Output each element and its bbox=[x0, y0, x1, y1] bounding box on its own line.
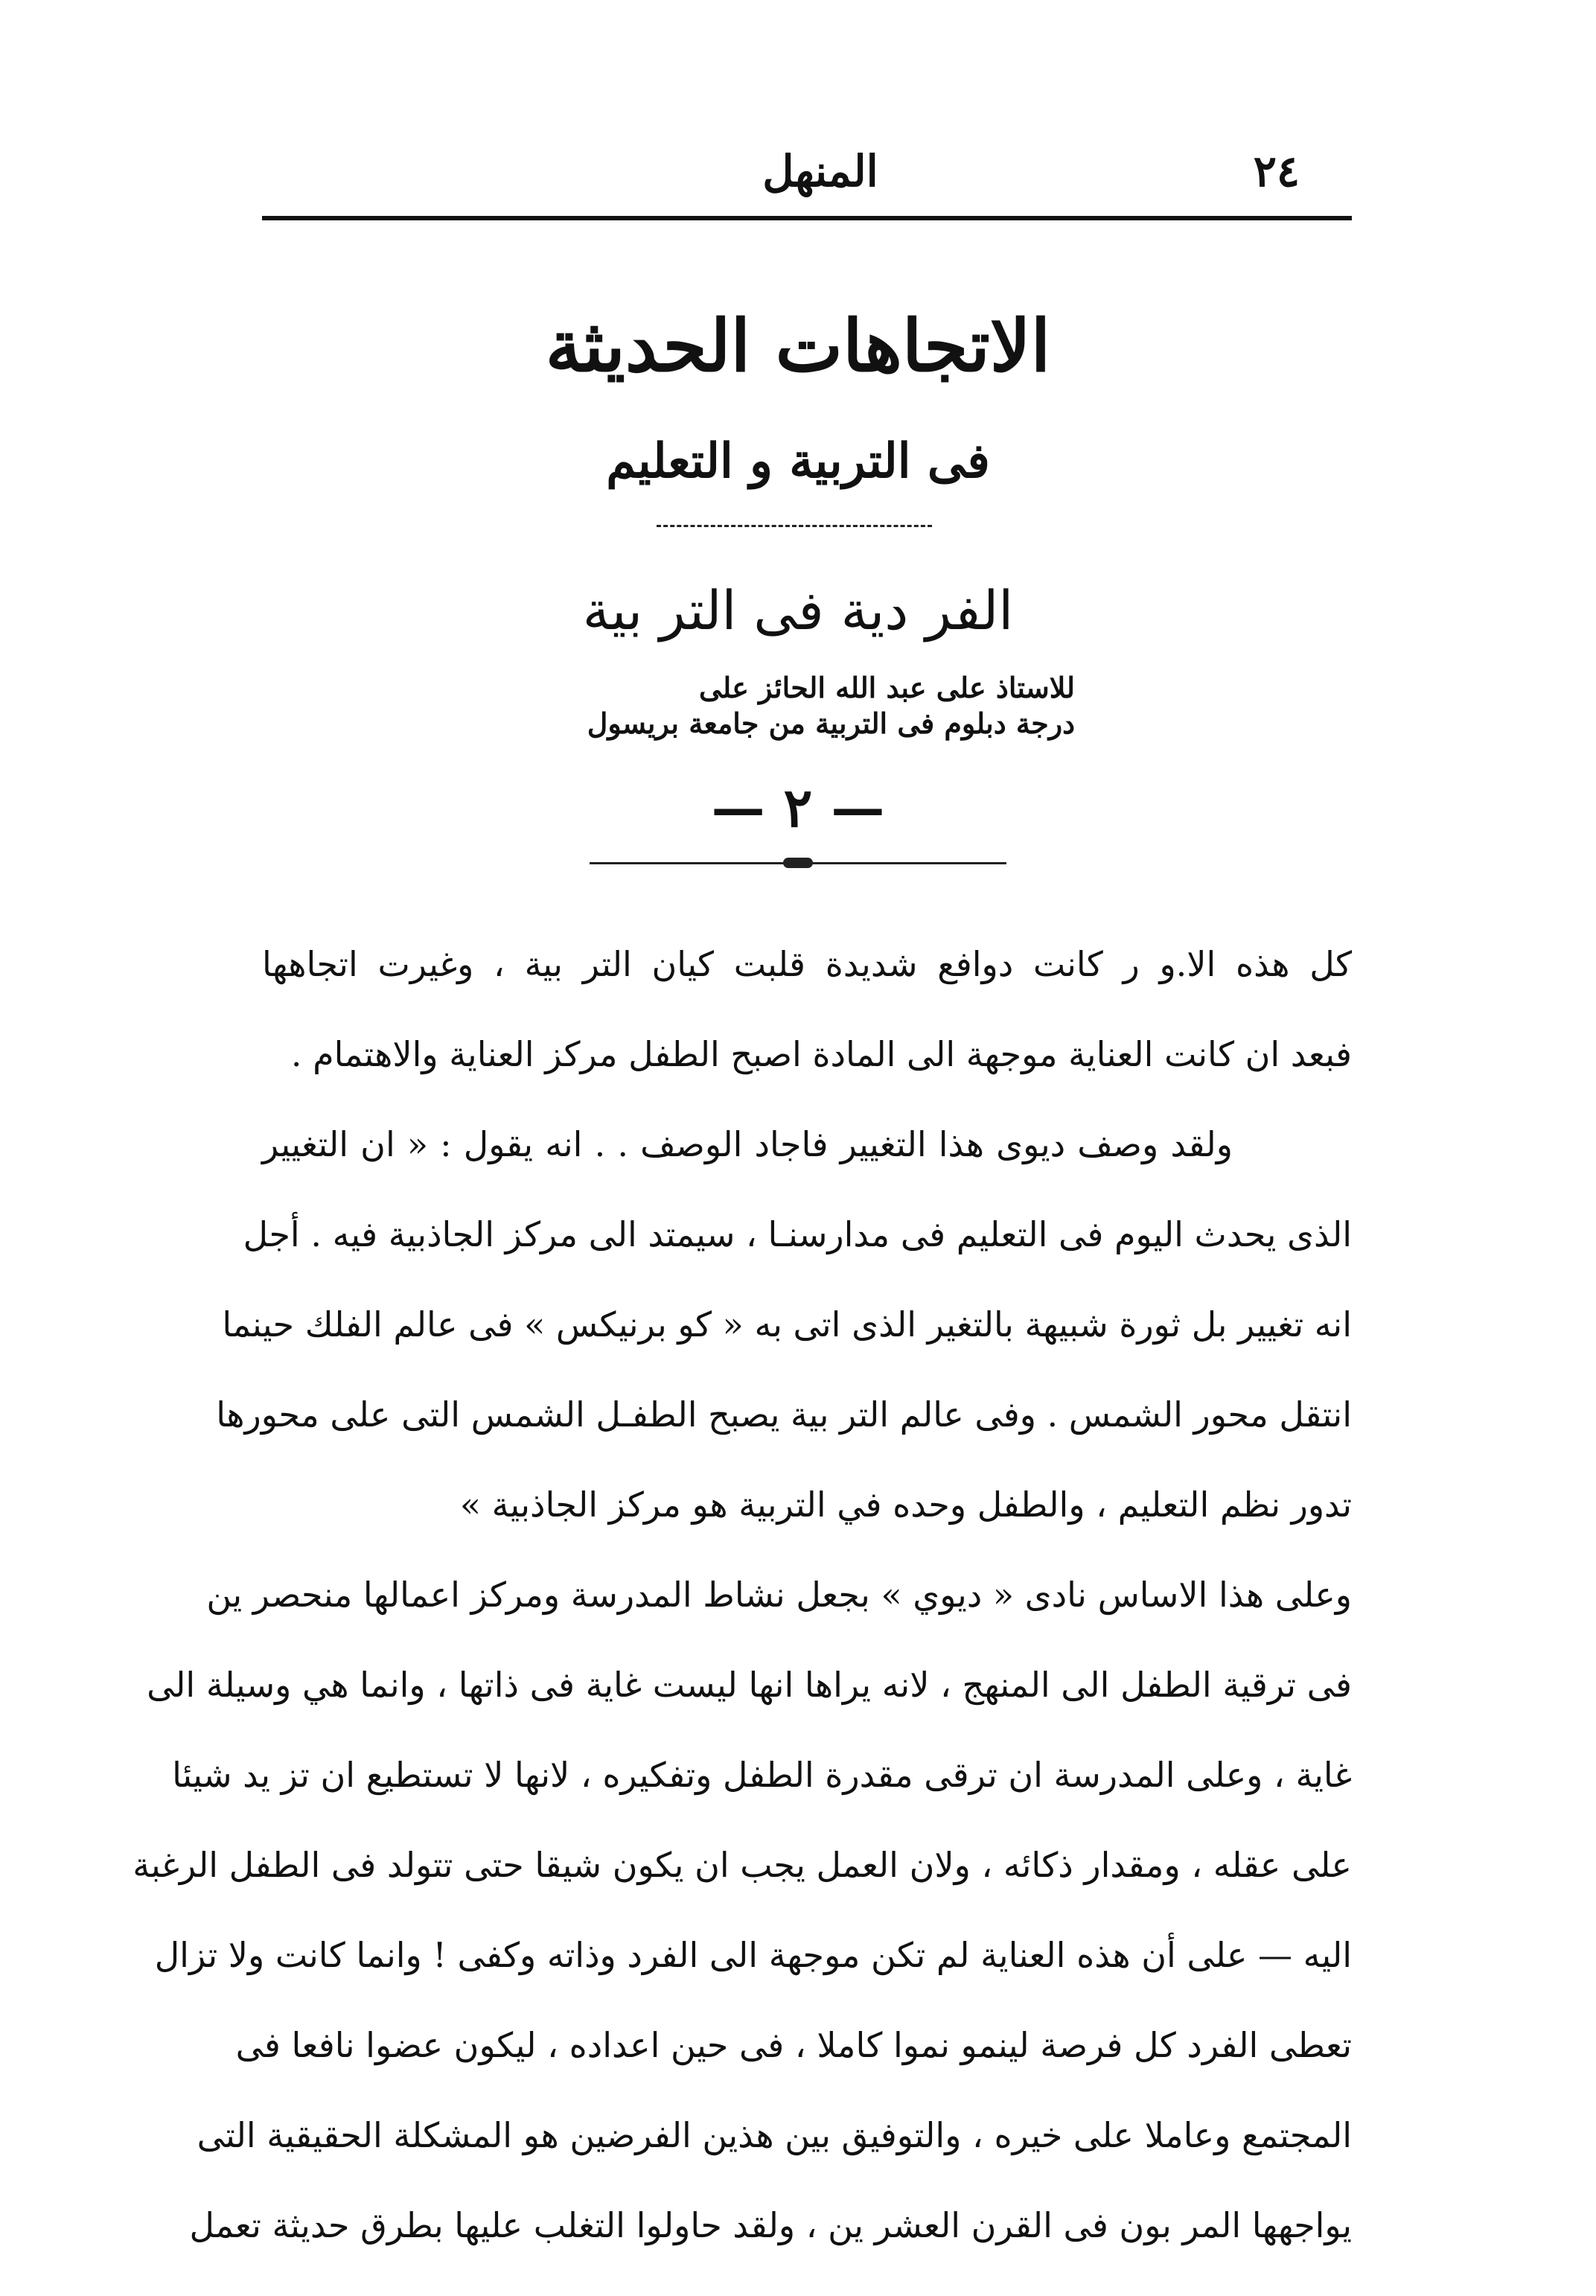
header-rule bbox=[262, 216, 1352, 220]
author-credential-line: درجة دبلوم فى التربية من جامعة بريسول bbox=[587, 707, 1075, 740]
running-header bbox=[262, 138, 1352, 205]
article-title: الاتجاهات الحديثة bbox=[545, 304, 1051, 388]
section-title: الفر دية فى التر بية bbox=[582, 579, 1014, 642]
body-line: انتقل محور الشمس . وفى عالم التر بية يصبح الطفـل الشمس التى على محورها bbox=[216, 1394, 1352, 1435]
body-line: فبعد ان كانت العناية موجهة الى المادة اصبح الطفل مركز العناية والاهتمام . bbox=[290, 1034, 1352, 1074]
article-body bbox=[133, 919, 1352, 2271]
ornament-divider bbox=[590, 862, 1006, 864]
title-divider bbox=[657, 525, 932, 527]
body-line: اليه — على أن هذه العناية لم تكن موجهة الى الفرد وذاته وكفى ! وانما كانت ولا تزال bbox=[154, 1935, 1352, 1975]
journal-name: المنهل bbox=[762, 146, 878, 197]
body-line: الذى يحدث اليوم فى التعليم فى مدارسنـا ، سيمتد الى مركز الجاذبية فيه . أجل bbox=[243, 1214, 1352, 1254]
body-line: ولقد وصف ديوى هذا التغيير فاجاد الوصف . . انه يقول : « ان التغيير bbox=[262, 1124, 1233, 1164]
ornament-dot bbox=[783, 858, 813, 868]
body-line: تدور نظم التعليم ، والطفل وحده في التربية هو مركز الجاذبية » bbox=[459, 1485, 1352, 1525]
page-number: ٢٤ bbox=[1253, 146, 1300, 197]
part-number: — ٢ — bbox=[711, 776, 885, 839]
body-line: وعلى هذا الاساس نادى « ديوي » بجعل نشاط المدرسة ومركز اعمالها منحصر ين bbox=[206, 1575, 1352, 1615]
body-line: غاية ، وعلى المدرسة ان ترقى مقدرة الطفل وتفكيره ، لانها لا تستطيع ان تز يد شيئا bbox=[172, 1755, 1352, 1795]
body-line: انه تغيير بل ثورة شبيهة بالتغير الذى اتى به « كو برنيكس » فى عالم الفلك حينما bbox=[222, 1304, 1352, 1345]
body-line: تعطى الفرد كل فرصة لينمو نموا كاملا ، فى حين اعداده ، ليكون عضوا نافعا فى bbox=[235, 2025, 1352, 2065]
author-name-line: للاستاذ على عبد الله الحائز على bbox=[698, 671, 1075, 704]
body-line: كل هذه الا.و ر كانت دوافع شديدة قلبت كيان التر بية ، وغيرت اتجاهها bbox=[262, 944, 1352, 984]
author-block bbox=[509, 670, 1075, 742]
body-line: على عقله ، ومقدار ذكائه ، ولان العمل يجب ان يكون شيقا حتى تتولد فى الطفل الرغبة bbox=[133, 1845, 1352, 1885]
body-line: يواجهها المر بون فى القرن العشر ين ، ولقد حاولوا التغلب عليها بطرق حديثة تعمل bbox=[189, 2205, 1352, 2245]
body-line: فى ترقية الطفل الى المنهج ، لانه يراها انها ليست غاية فى ذاتها ، وانما هي وسيلة الى bbox=[147, 1665, 1352, 1705]
article-subtitle: فى التربية و التعليم bbox=[606, 433, 990, 489]
body-line: المجتمع وعاملا على خيره ، والتوفيق بين هذين الفرضين هو المشكلة الحقيقية التى bbox=[197, 2115, 1352, 2155]
